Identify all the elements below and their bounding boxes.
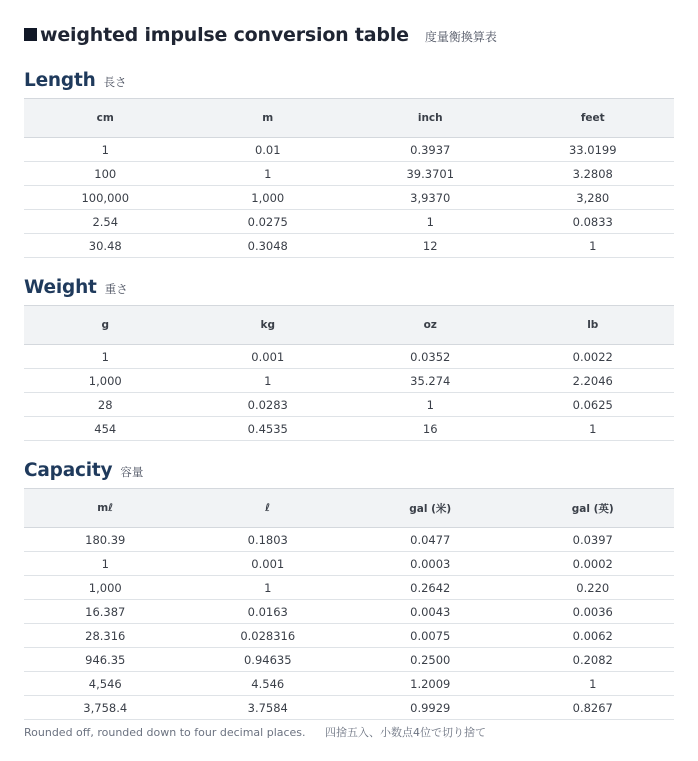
page-header (24, 24, 497, 52)
table-cell: 0.0002 (512, 552, 675, 576)
table-cell: 1 (24, 552, 187, 576)
footnote (24, 724, 486, 740)
column-header: ℓ (187, 489, 350, 528)
footnote-en: Rounded off, rounded down to four decimal places. (24, 726, 306, 739)
table-row (24, 696, 674, 720)
page-title: weighted impulse conversion table (40, 24, 409, 46)
weight-section-header (24, 277, 128, 298)
table-cell: 0.8267 (512, 696, 675, 720)
table-cell: 0.0397 (512, 528, 675, 552)
table-row (24, 138, 674, 162)
column-header: gal (英) (512, 489, 675, 528)
table-row (24, 600, 674, 624)
table-cell: 28.316 (24, 624, 187, 648)
table-cell: 1 (512, 234, 675, 258)
table-cell: 1,000 (24, 369, 187, 393)
table-cell: 1 (512, 672, 675, 696)
column-header: m (187, 99, 350, 138)
table-cell: 0.0043 (349, 600, 512, 624)
table-cell: 0.0003 (349, 552, 512, 576)
page-subtitle: 度量衡換算表 (424, 30, 497, 44)
table-cell: 3.7584 (187, 696, 350, 720)
capacity-section-subtitle: 容量 (120, 465, 144, 479)
table-row (24, 624, 674, 648)
table-header-row (24, 489, 674, 528)
table-cell: 30.48 (24, 234, 187, 258)
column-header: mℓ (24, 489, 187, 528)
table-cell: 454 (24, 417, 187, 441)
column-header: kg (187, 306, 350, 345)
table-row (24, 528, 674, 552)
table-cell: 0.3937 (349, 138, 512, 162)
table-cell: 1,000 (24, 576, 187, 600)
length-section-subtitle: 長さ (103, 75, 127, 89)
table-row (24, 672, 674, 696)
table-cell: 3,280 (512, 186, 675, 210)
table-cell: 0.01 (187, 138, 350, 162)
table-header-row (24, 306, 674, 345)
column-header: cm (24, 99, 187, 138)
table-cell: 0.2642 (349, 576, 512, 600)
table-cell: 0.0275 (187, 210, 350, 234)
table-cell: 3,9370 (349, 186, 512, 210)
table-cell: 3,758.4 (24, 696, 187, 720)
table-cell: 1 (187, 162, 350, 186)
square-bullet-icon (24, 28, 37, 41)
table-cell: 1 (349, 210, 512, 234)
column-header: g (24, 306, 187, 345)
length-table (24, 98, 674, 258)
table-row (24, 576, 674, 600)
table-cell: 16.387 (24, 600, 187, 624)
table-cell: 1 (187, 369, 350, 393)
table-cell: 12 (349, 234, 512, 258)
table-row (24, 234, 674, 258)
column-header: oz (349, 306, 512, 345)
table-row (24, 162, 674, 186)
table-cell: 0.1803 (187, 528, 350, 552)
table-cell: 0.2500 (349, 648, 512, 672)
table-cell: 2.54 (24, 210, 187, 234)
table-cell: 0.001 (187, 345, 350, 369)
table-cell: 3.2808 (512, 162, 675, 186)
length-section-title: Length (24, 70, 96, 91)
table-cell: 39.3701 (349, 162, 512, 186)
table-cell: 4.546 (187, 672, 350, 696)
table-cell: 0.0075 (349, 624, 512, 648)
table-cell: 28 (24, 393, 187, 417)
table-row (24, 210, 674, 234)
table-cell: 0.0036 (512, 600, 675, 624)
table-cell: 0.0833 (512, 210, 675, 234)
table-cell: 35.274 (349, 369, 512, 393)
table-cell: 0.3048 (187, 234, 350, 258)
table-header-row (24, 99, 674, 138)
table-cell: 4,546 (24, 672, 187, 696)
table-cell: 1,000 (187, 186, 350, 210)
weight-section-subtitle: 重さ (104, 282, 128, 296)
footnote-jp: 四捨五入、小数点4位で切り捨て (325, 726, 487, 739)
column-header: gal (米) (349, 489, 512, 528)
table-row (24, 417, 674, 441)
table-cell: 2.2046 (512, 369, 675, 393)
table-row (24, 369, 674, 393)
table-row (24, 648, 674, 672)
column-header: inch (349, 99, 512, 138)
table-cell: 0.0352 (349, 345, 512, 369)
table-row (24, 186, 674, 210)
table-cell: 0.0163 (187, 600, 350, 624)
table-cell: 0.2082 (512, 648, 675, 672)
table-cell: 1 (512, 417, 675, 441)
table-cell: 0.0477 (349, 528, 512, 552)
weight-table (24, 305, 674, 441)
table-cell: 0.0062 (512, 624, 675, 648)
weight-section-title: Weight (24, 277, 97, 298)
table-row (24, 345, 674, 369)
table-cell: 1 (24, 138, 187, 162)
column-header: lb (512, 306, 675, 345)
table-cell: 0.0022 (512, 345, 675, 369)
table-cell: 0.001 (187, 552, 350, 576)
table-cell: 0.94635 (187, 648, 350, 672)
table-cell: 16 (349, 417, 512, 441)
table-cell: 33.0199 (512, 138, 675, 162)
column-header: feet (512, 99, 675, 138)
capacity-table (24, 488, 674, 720)
table-cell: 0.0283 (187, 393, 350, 417)
length-section-header (24, 70, 127, 91)
capacity-section-title: Capacity (24, 460, 113, 481)
table-cell: 100 (24, 162, 187, 186)
table-cell: 1 (349, 393, 512, 417)
table-row (24, 393, 674, 417)
table-cell: 946.35 (24, 648, 187, 672)
table-row (24, 552, 674, 576)
table-cell: 0.4535 (187, 417, 350, 441)
table-cell: 0.028316 (187, 624, 350, 648)
table-cell: 0.9929 (349, 696, 512, 720)
table-cell: 0.0625 (512, 393, 675, 417)
table-cell: 100,000 (24, 186, 187, 210)
table-cell: 1 (187, 576, 350, 600)
table-cell: 1.2009 (349, 672, 512, 696)
table-cell: 1 (24, 345, 187, 369)
table-cell: 0.220 (512, 576, 675, 600)
capacity-section-header (24, 460, 143, 481)
table-cell: 180.39 (24, 528, 187, 552)
